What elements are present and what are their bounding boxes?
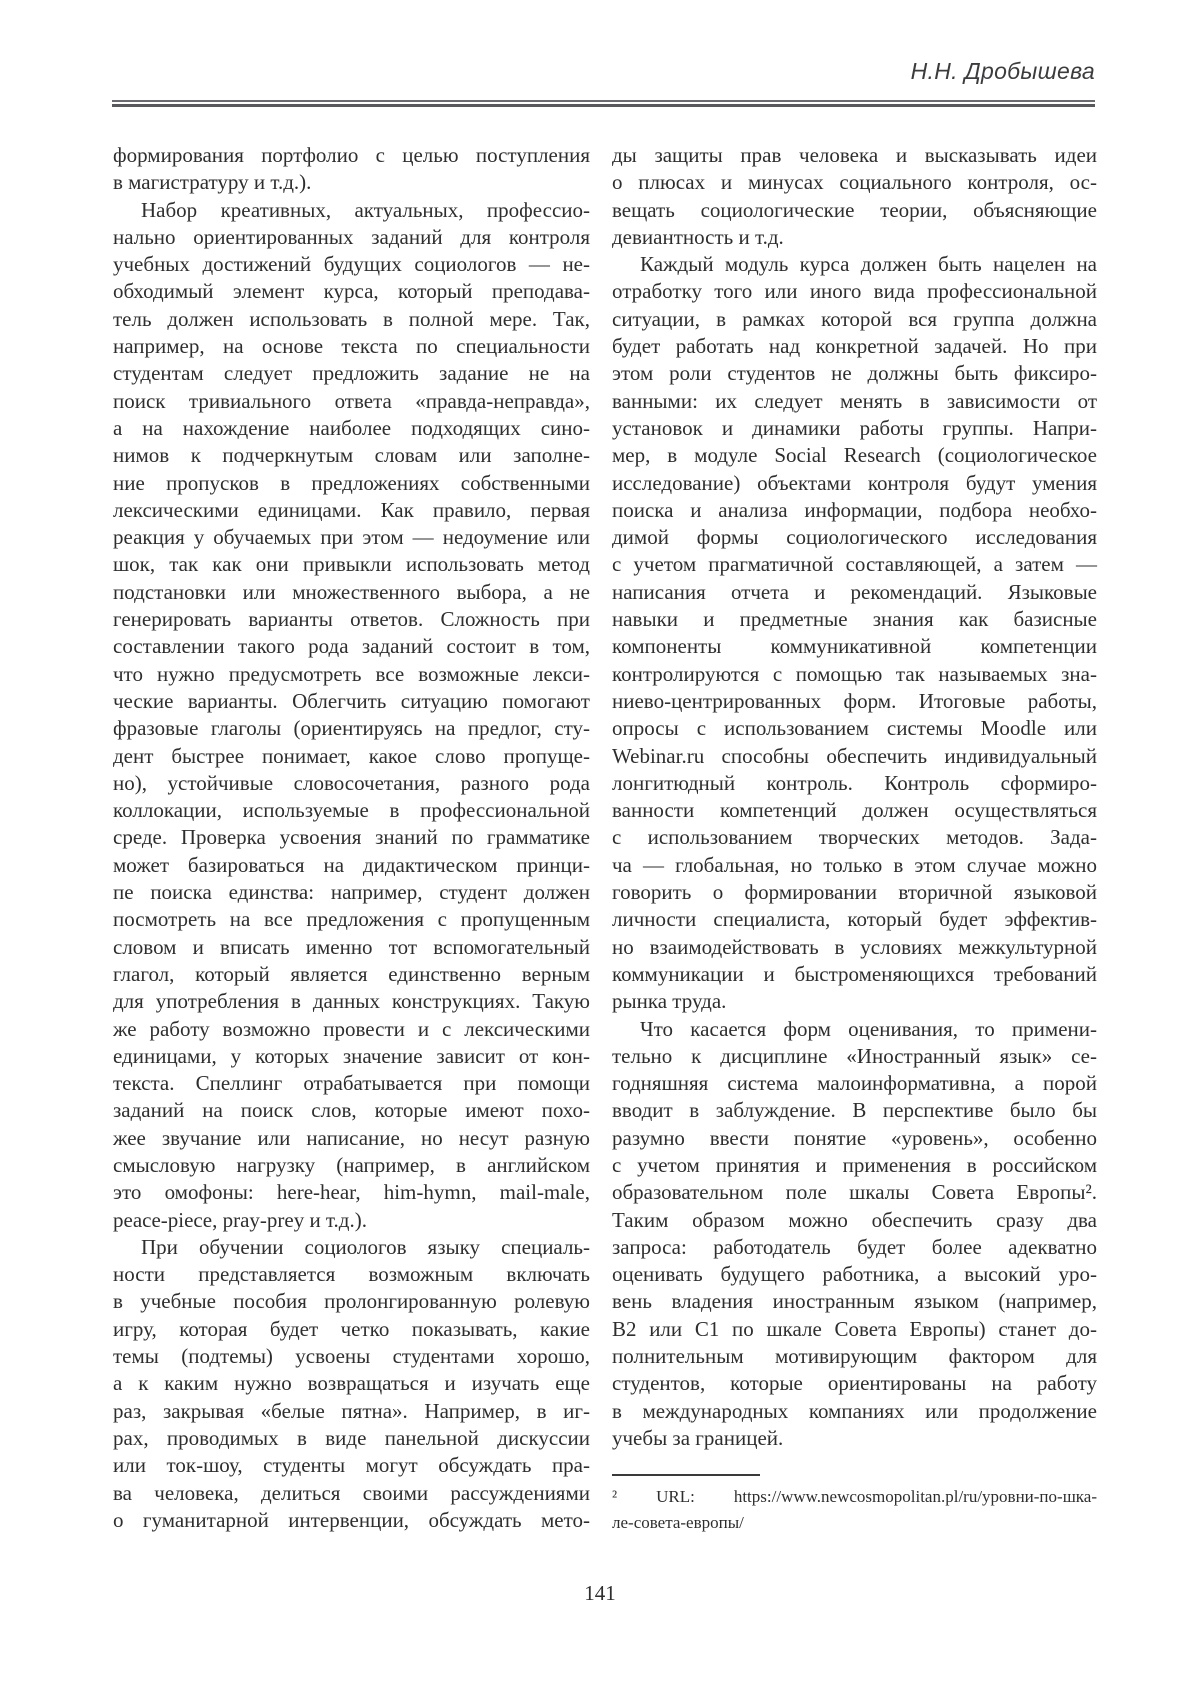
text-line: или ток-шоу, студенты могут обсуждать пра- [113, 1453, 590, 1478]
text-line: лексическими единицами. Как правило, первая [113, 497, 590, 522]
text-line: ние пропусков в предложениях собственными [113, 470, 590, 495]
running-head-author: Н.Н. Дробышева [910, 58, 1095, 84]
text-line: ности представляется возможным включать [113, 1262, 590, 1287]
text-line: навыки и предметные знания как базисные [612, 607, 1097, 632]
text-line: мер, в модуле Social Research (социологическое [612, 443, 1097, 468]
text-line: студентам следует предложить задание не на [113, 361, 590, 386]
text-line: ниево-центрированных форм. Итоговые работы, [612, 688, 1097, 713]
text-line: игру, которая будет четко показывать, какие [113, 1316, 590, 1341]
text-line: установок и динамики работы группы. Напри- [612, 415, 1097, 440]
text-line: но), устойчивые словосочетания, разного рода [113, 770, 590, 795]
text-line: вещать социологические теории, объясняющие [612, 197, 1097, 222]
text-line: личности специалиста, который будет эффектив- [612, 907, 1097, 932]
text-line: нально ориентированных заданий для контроля [113, 224, 590, 249]
text-line: ситуации, в рамках которой вся группа должна [612, 306, 1097, 331]
text-line: смысловую нагрузку (например, в английском [113, 1152, 590, 1177]
text-line: фразовые глаголы (ориентируясь на предлог, сту- [113, 716, 590, 741]
text-line: образовательном поле шкалы Совета Европы². [612, 1180, 1097, 1205]
text-line: этом роли студентов не должны быть фиксиро- [612, 361, 1097, 386]
text-line: peace-piece, pray-prey и т.д.). [113, 1207, 367, 1232]
text-line: с учетом прагматичной составляющей, а затем — [612, 552, 1097, 577]
text-line: глагол, который является единственно верным [113, 961, 590, 986]
text-line: тель должен использовать в полной мере. Так, [113, 306, 590, 331]
text-line: Набор креативных, актуальных, профессио- [141, 197, 590, 222]
text-line: в магистратуру и т.д.). [113, 170, 312, 195]
footnote-separator-rule [612, 1474, 760, 1476]
text-line: полнительным мотивирующим фактором для [612, 1344, 1097, 1369]
text-line: темы (подтемы) усвоены студентами хорошо, [113, 1344, 590, 1369]
text-line: Что касается форм оценивания, то примени- [640, 1016, 1097, 1041]
text-line: о плюсах и минусах социального контроля, ос- [612, 170, 1097, 195]
text-line: нимов к подчеркнутым словам или заполне- [113, 443, 590, 468]
text-line: текста. Спеллинг отрабатывается при помощи [113, 1071, 590, 1096]
text-line: может базироваться на дидактическом принци- [113, 852, 590, 877]
text-line: раз, закрывая «белые пятна». Например, в иг- [113, 1398, 590, 1423]
footnote [612, 1474, 1097, 1536]
text-line: девиантность и т.д. [612, 224, 784, 249]
text-line: исследование) объектами контроля будут умения [612, 470, 1097, 495]
text-line: подстановки или множественного выбора, а не [113, 579, 590, 604]
text-line: рынка труда. [612, 989, 727, 1014]
text-line: поиск тривиального ответа «правда-неправда», [113, 388, 590, 413]
text-line: тельно к дисциплине «Иностранный язык» се- [612, 1043, 1097, 1068]
text-line: с использованием творческих методов. Зада- [612, 825, 1097, 850]
text-line: учебных достижений будущих социологов — не- [113, 252, 590, 277]
text-line: генерировать варианты ответов. Сложность при [113, 607, 590, 632]
text-line: в учебные пособия пролонгированную ролевую [113, 1289, 590, 1314]
text-line: будет работать над конкретной задачей. Но при [612, 334, 1097, 359]
text-line: в международных компаниях или продолжение [612, 1398, 1097, 1423]
text-line: разумно ввести понятие «уровень», особенно [612, 1125, 1097, 1150]
text-line: оценивать будущего работника, а высокий уро- [612, 1262, 1097, 1287]
text-line: но взаимодействовать в условиях межкультурной [612, 934, 1097, 959]
text-line: что нужно предусмотреть все возможные лекси- [113, 661, 590, 686]
text-line: Каждый модуль курса должен быть нацелен на [640, 252, 1097, 277]
footnote-line: ² URL: https://www.newcosmopolitan.pl/ru/уровни-по-шка- [612, 1487, 1097, 1506]
text-line: ды защиты прав человека и высказывать идеи [612, 143, 1097, 167]
text-line: обходимый элемент курса, который преподава- [113, 279, 590, 304]
text-line: запроса: работодатель будет более адекватно [612, 1234, 1097, 1259]
text-line: дент быстрее понимает, какое слово пропуще- [113, 743, 590, 768]
text-line: димой формы социологического исследования [612, 525, 1097, 550]
text-line: При обучении социологов языку специаль- [141, 1234, 590, 1259]
text-line: вень владения иностранным языком (например, [612, 1289, 1097, 1314]
text-line: а к каким нужно возвращаться и изучать еще [113, 1371, 590, 1396]
text-line: с учетом принятия и применения в российском [612, 1152, 1097, 1177]
text-line: коммуникации и быстроменяющихся требований [612, 961, 1097, 986]
text-line: о гуманитарной интервенции, обсуждать мето- [113, 1507, 590, 1532]
text-line: контролируются с помощью так называемых зна- [612, 661, 1097, 686]
text-line: учебы за границей. [612, 1425, 784, 1450]
text-line: ческие варианты. Облегчить ситуацию помогают [113, 688, 590, 713]
text-line: пе поиска единства: например, студент должен [113, 880, 590, 905]
footnote-line: ле-совета-европы/ [612, 1513, 744, 1532]
text-line: словом и вписать именно тот вспомогательный [113, 934, 590, 959]
text-line: жее звучание или написание, но несут разную [113, 1125, 590, 1150]
text-line: это омофоны: here-hear, him-hymn, mail-male, [113, 1180, 590, 1205]
text-line: рах, проводимых в виде панельной дискуссии [113, 1425, 590, 1450]
text-line: посмотреть на все предложения с пропущенным [113, 907, 590, 932]
header-double-rule [112, 100, 1095, 107]
text-line: а на нахождение наиболее подходящих сино- [113, 415, 590, 440]
text-line: ванными: их следует менять в зависимости от [612, 388, 1097, 413]
text-line: вводит в заблуждение. В перспективе было бы [612, 1098, 1097, 1123]
text-line: среде. Проверка усвоения знаний по грамматике [113, 825, 590, 850]
text-line: же работу возможно провести и с лексическими [113, 1016, 590, 1041]
text-line: студентов, которые ориентированы на работу [612, 1371, 1097, 1396]
text-line: коллокации, используемые в профессиональной [113, 798, 590, 823]
text-line: ва человека, делиться своими рассуждениями [113, 1480, 590, 1505]
page-number: 141 [584, 1581, 616, 1605]
text-column-left [113, 142, 590, 1534]
text-line: B2 или C1 по шкале Совета Европы) станет до- [612, 1316, 1097, 1341]
text-line: говорить о формировании вторичной языковой [612, 880, 1097, 905]
text-line: шок, так как они привыкли использовать метод [113, 552, 590, 577]
text-line: ванности компетенций должен осуществляться [612, 798, 1097, 823]
text-line: для употребления в данных конструкциях. Такую [113, 989, 590, 1014]
text-line: заданий на поиск слов, которые имеют похо- [113, 1098, 590, 1123]
text-line: компоненты коммуникативной компетенции [612, 634, 1097, 659]
text-line: написания отчета и рекомендаций. Языковые [612, 579, 1097, 604]
text-line: Таким образом можно обеспечить сразу два [612, 1207, 1097, 1232]
text-column-right [612, 142, 1097, 1452]
text-line: например, на основе текста по специальности [113, 334, 590, 359]
text-line: формирования портфолио с целью поступления [113, 143, 590, 167]
text-line: опросы с использованием системы Moodle или [612, 716, 1097, 741]
text-line: ча — глобальная, но только в этом случае можно [612, 852, 1097, 877]
text-line: составлении такого рода заданий состоит в том, [113, 634, 590, 659]
text-line: единицами, у которых значение зависит от кон- [113, 1043, 590, 1068]
text-line: Webinar.ru способны обеспечить индивидуальный [612, 743, 1097, 768]
text-line: поиска и анализа информации, подбора необхо- [612, 497, 1097, 522]
text-line: реакция у обучаемых при этом — недоумение или [113, 525, 590, 550]
text-line: отработку того или иного вида профессиональной [612, 279, 1097, 304]
text-line: лонгитюдный контроль. Контроль сформиро- [612, 770, 1097, 795]
text-line: годняшняя система малоинформативна, а порой [612, 1071, 1097, 1096]
